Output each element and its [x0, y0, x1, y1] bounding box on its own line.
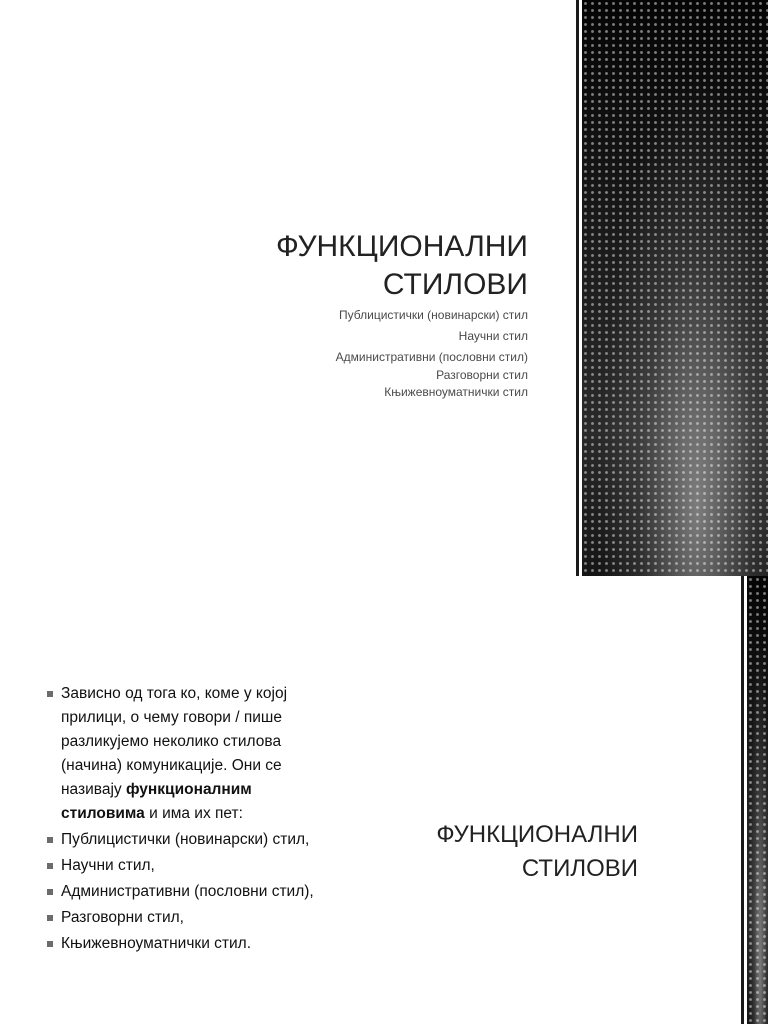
bullet-list: [46, 682, 336, 958]
title-line-2: СТИЛОВИ: [382, 268, 528, 301]
subtitle-item: Књижевноуматнички стил: [384, 385, 528, 399]
bullet-item: Публицистички (новинарски) стил,: [46, 828, 336, 852]
square-bullet-icon: [47, 691, 53, 697]
square-bullet-icon: [47, 941, 53, 947]
slide-2: [0, 576, 768, 1024]
bullet-item: Разговорни стил,: [46, 906, 336, 930]
subtitle-item: Научни стил: [458, 329, 528, 343]
decorative-dotted-band: [582, 0, 768, 576]
title-line-1: ФУНКЦИОНАЛНИ: [276, 230, 528, 263]
slide-title: [108, 228, 528, 304]
subtitle-list: [108, 306, 528, 401]
bullet-item: Административни (пословни стил),: [46, 880, 336, 904]
subtitle-item: Публицистички (новинарски) стил: [339, 308, 528, 322]
bullet-item: Књижевноуматнички стил.: [46, 932, 336, 956]
subtitle-item: Разговорни стил: [436, 368, 528, 382]
title-line-1: ФУНКЦИОНАЛНИ: [436, 821, 638, 848]
bullet-item: Научни стил,: [46, 854, 336, 878]
bold-term: функционалним стиловима: [61, 781, 252, 822]
square-bullet-icon: [47, 889, 53, 895]
subtitle-item: Административни (пословни стил): [335, 350, 528, 364]
bullet-item-intro: Зависно од тога ко, коме у којој прилици, о чему говори / пише разликујемо неколико стилова (начина) комуникације. Они се називају функционалним стиловима и има их пет:: [46, 682, 336, 826]
decorative-band-edge: [576, 0, 579, 576]
square-bullet-icon: [47, 837, 53, 843]
square-bullet-icon: [47, 915, 53, 921]
square-bullet-icon: [47, 863, 53, 869]
decorative-dotted-band: [747, 576, 768, 1024]
title-line-2: СТИЛОВИ: [521, 855, 638, 882]
slide-title: [318, 818, 638, 886]
decorative-band-edge: [741, 576, 744, 1024]
